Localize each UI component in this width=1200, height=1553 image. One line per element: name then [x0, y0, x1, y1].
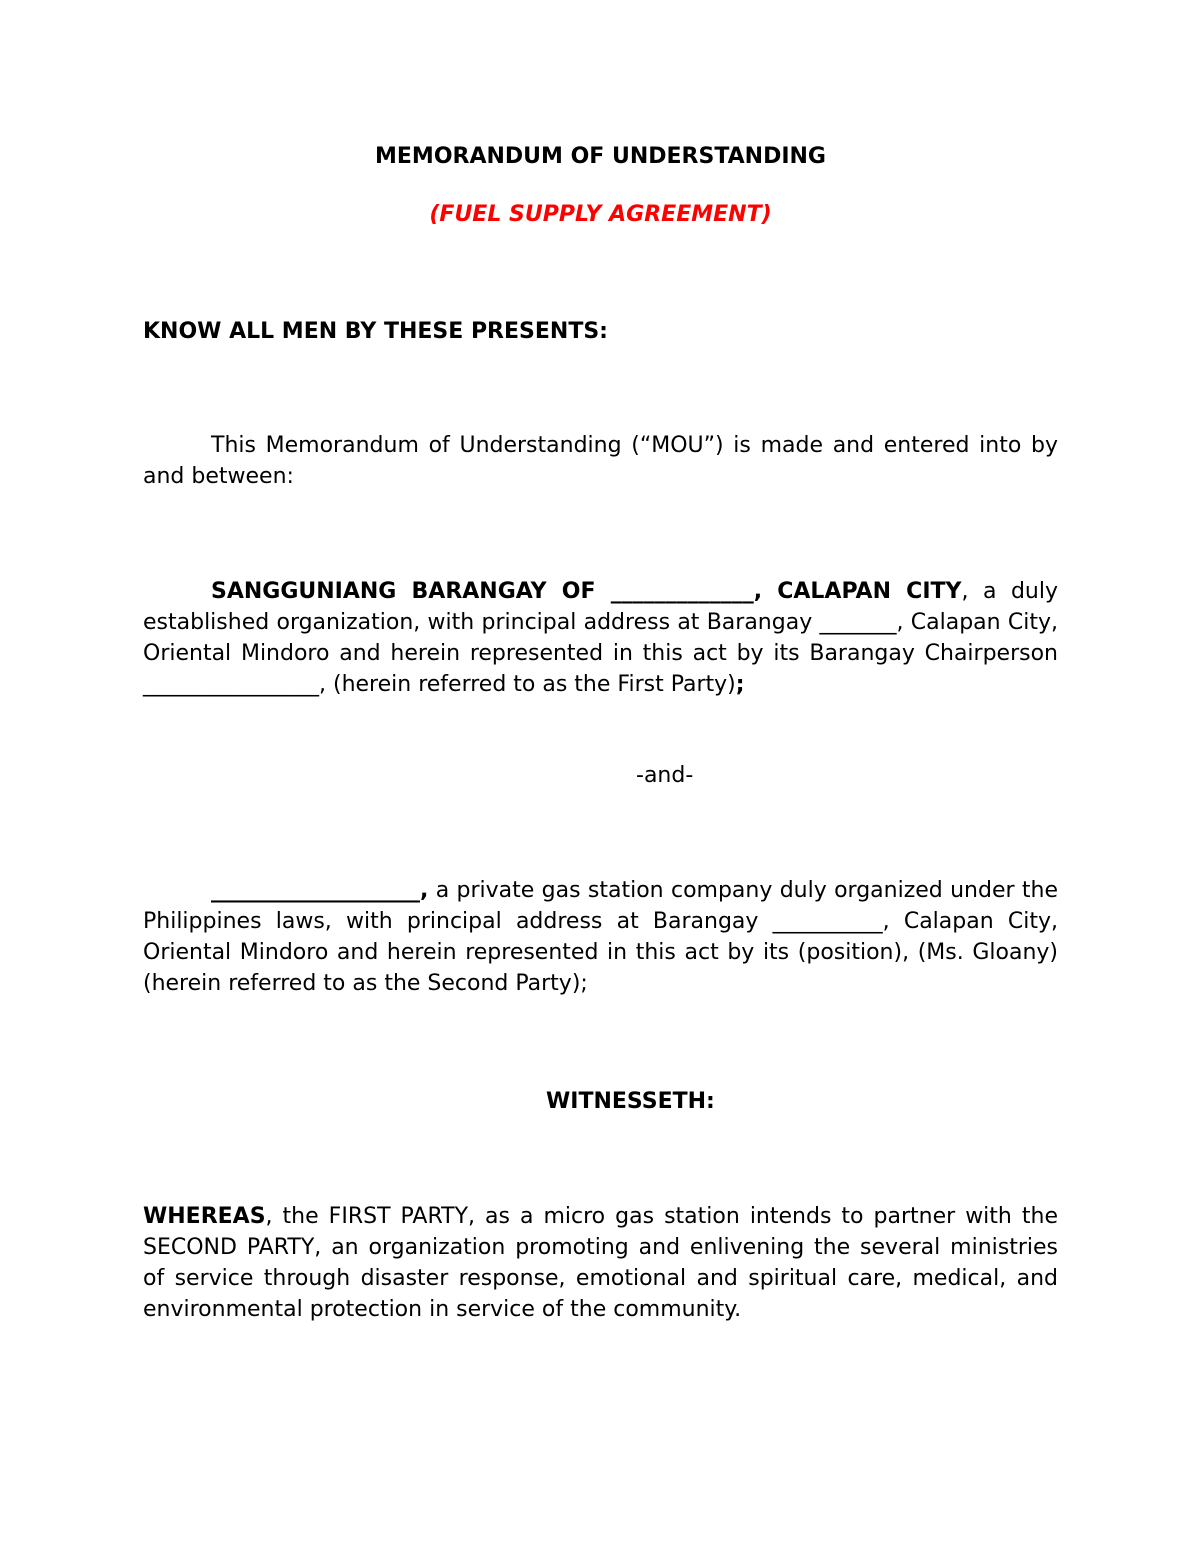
know-all-men-heading: KNOW ALL MEN BY THESE PRESENTS: [143, 319, 608, 344]
document-title: MEMORANDUM OF UNDERSTANDING [375, 144, 826, 169]
whereas-paragraph [143, 1201, 1058, 1325]
whereas-text: , the FIRST PARTY, as a micro gas station intends to partner with the SECOND PARTY, an organization promoting and enlivening the several ministries of service through disaster response, emotional and spiritual care, medical, and environmental protection in service of the community. [143, 1204, 1058, 1322]
second-party-text: a private gas station company duly organized under the Philippines laws, with principal address at Barangay __________, Calapan City, Oriental Mindoro and herein represented in this act by its (position), (Ms. Gloany) (herein referred to as the Second Party); [143, 878, 1058, 996]
first-party-text: , a duly established organization, with principal address at Barangay _______, Calapan City, Oriental Mindoro and herein represented in this act by its Barangay Chairperson ________________, (herein referred to as the First Party) [143, 579, 1058, 697]
second-party-paragraph [143, 875, 1058, 999]
witnesseth-heading: WITNESSETH: [546, 1089, 715, 1114]
whereas-lead: WHEREAS [143, 1204, 266, 1229]
second-party-name: ___________________, [211, 878, 429, 903]
first-party-name: SANGGUNIANG BARANGAY OF _____________, CALAPAN CITY [211, 579, 962, 604]
document-subtitle: (FUEL SUPPLY AGREEMENT) [429, 202, 772, 227]
intro-paragraph: This Memorandum of Understanding (“MOU”) is made and entered into by and between: [143, 433, 1058, 489]
first-party-paragraph [143, 576, 1058, 700]
and-separator: -and- [636, 763, 694, 788]
first-party-end: ; [735, 672, 745, 697]
